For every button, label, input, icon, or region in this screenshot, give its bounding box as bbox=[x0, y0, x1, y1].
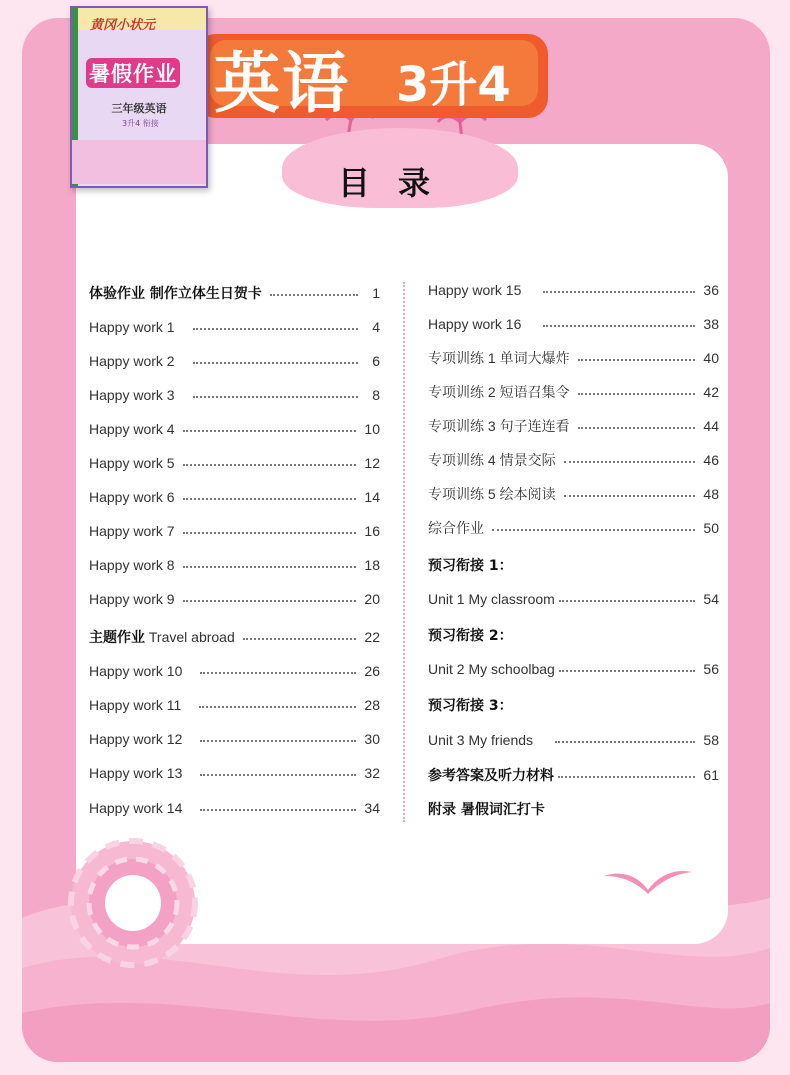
toc-entry[interactable]: Happy work 10 26 bbox=[89, 663, 380, 679]
grade-level: 3升4 bbox=[396, 57, 511, 113]
section-label: 预习衔接 3： bbox=[428, 698, 513, 714]
toc-entry[interactable]: 专项训练 1 单词大爆炸 40 bbox=[428, 350, 719, 366]
toc-entry[interactable]: 专项训练 2 短语召集令 42 bbox=[428, 384, 719, 400]
toc-entry[interactable]: 专项训练 4 情景交际 46 bbox=[428, 452, 719, 468]
page-title: 目录 bbox=[338, 164, 459, 202]
toc-entry[interactable]: Happy work 15 36 bbox=[428, 282, 719, 298]
book-cover bbox=[70, 6, 208, 188]
toc-entry[interactable]: Happy work 7 16 bbox=[89, 523, 380, 539]
toc-entry[interactable]: Happy work 8 18 bbox=[89, 557, 380, 573]
toc-entry[interactable]: Unit 3 My friends 58 bbox=[428, 732, 719, 748]
toc-entry[interactable]: Happy work 14 34 bbox=[89, 800, 380, 816]
toc-entry[interactable]: Unit 2 My schoolbag 56 bbox=[428, 661, 719, 677]
toc-entry[interactable]: Happy work 12 30 bbox=[89, 731, 380, 747]
toc-entry[interactable]: Happy work 2 6 bbox=[89, 353, 380, 369]
subject-title: 英语 bbox=[214, 45, 350, 122]
toc-entry[interactable]: Happy work 11 28 bbox=[89, 697, 380, 713]
cover-brand: 黄冈小状元 bbox=[90, 18, 156, 33]
appendix-label: 附录 暑假词汇打卡 bbox=[428, 802, 545, 818]
toc-card bbox=[76, 144, 728, 944]
toc-entry[interactable]: Happy work 4 10 bbox=[89, 421, 380, 437]
toc-entry[interactable]: Unit 1 My classroom 54 bbox=[428, 591, 719, 607]
toc-entry[interactable]: 综合作业 50 bbox=[428, 520, 719, 536]
toc-entry[interactable]: Happy work 6 14 bbox=[89, 489, 380, 505]
toc-entry[interactable]: 专项训练 5 绘本阅读 48 bbox=[428, 486, 719, 502]
section-label: 预习衔接 1： bbox=[428, 558, 513, 574]
cover-grade: 三年级英语 bbox=[111, 102, 167, 115]
column-divider bbox=[403, 282, 405, 822]
toc-entry[interactable]: Happy work 13 32 bbox=[89, 765, 380, 781]
toc-entry[interactable]: 专项训练 3 句子连连看 44 bbox=[428, 418, 719, 434]
toc-entry[interactable]: 主题作业 Travel abroad 22 bbox=[89, 629, 380, 646]
cover-title: 暑假作业 bbox=[86, 58, 180, 88]
section-label: 预习衔接 2： bbox=[428, 628, 513, 644]
toc-entry[interactable]: Happy work 9 20 bbox=[89, 591, 380, 607]
cover-subtitle: 3升4 衔接 bbox=[122, 119, 159, 128]
toc-entry[interactable]: 参考答案及听力材料 61 bbox=[428, 767, 719, 784]
toc-entry[interactable]: Happy work 16 38 bbox=[428, 316, 719, 332]
toc-entry[interactable]: Happy work 1 4 bbox=[89, 319, 380, 335]
toc-entry[interactable]: 体验作业 制作立体生日贺卡 1 bbox=[89, 285, 380, 302]
swirl-ring-decoration bbox=[66, 836, 200, 970]
toc-entry[interactable]: Happy work 5 12 bbox=[89, 455, 380, 471]
toc-entry[interactable]: Happy work 3 8 bbox=[89, 387, 380, 403]
seagull-icon bbox=[602, 866, 694, 896]
